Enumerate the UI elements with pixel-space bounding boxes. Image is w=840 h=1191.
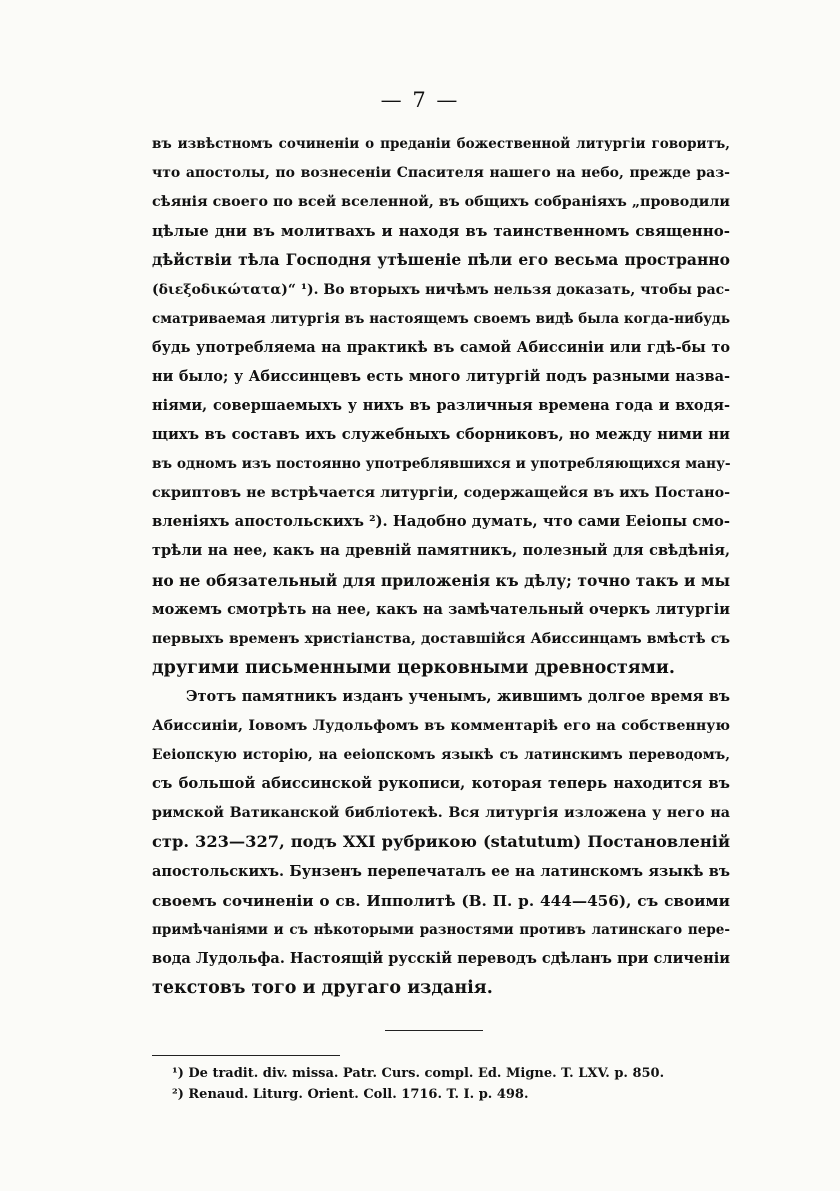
text-line: вода Лудольфа. Настоящій русскій переводъ сдѣланъ при сличеніи — [152, 949, 731, 967]
text-line: Абиссиніи, Іовомъ Лудольфомъ въ комментаріѣ его на собственную — [152, 718, 730, 734]
text-line: щихъ въ составъ ихъ служебныхъ сборниковъ, но между ними ни — [152, 426, 730, 443]
footnote-rule — [152, 1055, 340, 1056]
text-line: но не обязательный для приложенія къ дѣлу; точно такъ и мы — [152, 570, 730, 590]
text-line: вленіяхъ апостольскихъ ²). Надобно думать, что сами Ееіопы смо- — [152, 513, 730, 531]
text-line: ни было; у Абиссинцевъ есть много литургій подъ разными назва- — [152, 367, 730, 385]
text-line: съ большой абиссинской рукописи, которая теперь находится въ — [152, 775, 730, 793]
text-line: (διεξοδικώτατα)“ ¹). Во вторыхъ ничѣмъ нельзя доказать, чтобы рас- — [152, 281, 730, 298]
text-line: Этотъ памятникъ изданъ ученымъ, жившимъ долгое время въ — [186, 687, 730, 705]
text-line: что апостолы, по вознесеніи Спасителя нашего на небо, прежде раз- — [152, 165, 730, 182]
text-line: въ извѣстномъ сочиненіи о преданіи божественной литургіи говоритъ, — [152, 136, 730, 152]
text-line: сѣянія своего по всей вселенной, въ общихъ собраніяхъ „проводили — [152, 194, 730, 211]
text-line: апостольскихъ. Бунзенъ перепечаталъ ее на латинскомъ языкѣ въ — [152, 862, 730, 880]
text-line: первыхъ временъ христіанства, доставшійся Абиссинцамъ вмѣстѣ съ — [152, 630, 730, 647]
text-line: ніями, совершаемыхъ у нихъ въ различныя времена года и входя- — [152, 396, 730, 414]
text-line: цѣлые дни въ молитвахъ и находя въ таинственномъ священно- — [152, 222, 730, 241]
text-line: сматриваемая литургія въ настоящемъ своемъ видѣ была когда-нибудь — [152, 310, 730, 327]
text-line: римской Ватиканской библіотекѣ. Вся литургія изложена у него на — [152, 805, 730, 822]
text-line: въ одномъ изъ постоянно употреблявшихся и употребляющихся ману- — [152, 456, 731, 473]
footnote-2: ²) Renaud. Liturg. Orient. Coll. 1716. T. I. p. 498. — [172, 1087, 529, 1102]
text-line: примѣчаніями и съ нѣкоторыми разностями противъ латинскаго пере- — [152, 921, 730, 938]
text-line: можемъ смотрѣть на нее, какъ на замѣчательный очеркъ литургіи — [152, 600, 730, 618]
text-line: другими письменными церковными древностями. — [152, 657, 675, 678]
text-line: трѣли на нее, какъ на древній памятникъ, полезный для свѣдѣнія, — [152, 542, 730, 560]
text-line: скриптовъ не встрѣчается литургіи, содержащейся въ ихъ Постано- — [152, 485, 730, 502]
section-divider — [385, 1030, 483, 1031]
text-line: дѣйствіи тѣла Господня утѣшеніе пѣли его весьма пространно — [152, 250, 730, 270]
page-number: — 7 — — [380, 88, 460, 112]
text-line: своемъ сочиненіи о св. Ипполитѣ (В. П. p. 444—456), съ своими — [152, 891, 730, 910]
text-line: будь употребляема на практикѣ въ самой Абиссиніи или гдѣ-бы то — [152, 338, 730, 356]
footnote-1: ¹) De tradit. div. missa. Patr. Curs. compl. Ed. Migne. T. LXV. p. 850. — [172, 1066, 665, 1081]
text-line: Ееіопскую исторію, на ееіопскомъ языкѣ съ латинскимъ переводомъ, — [152, 747, 730, 764]
text-line: стр. 323—327, подъ XXI рубрикою (statutum) Постановленій — [152, 832, 730, 852]
text-line: текстовъ того и другаго изданія. — [152, 977, 493, 998]
